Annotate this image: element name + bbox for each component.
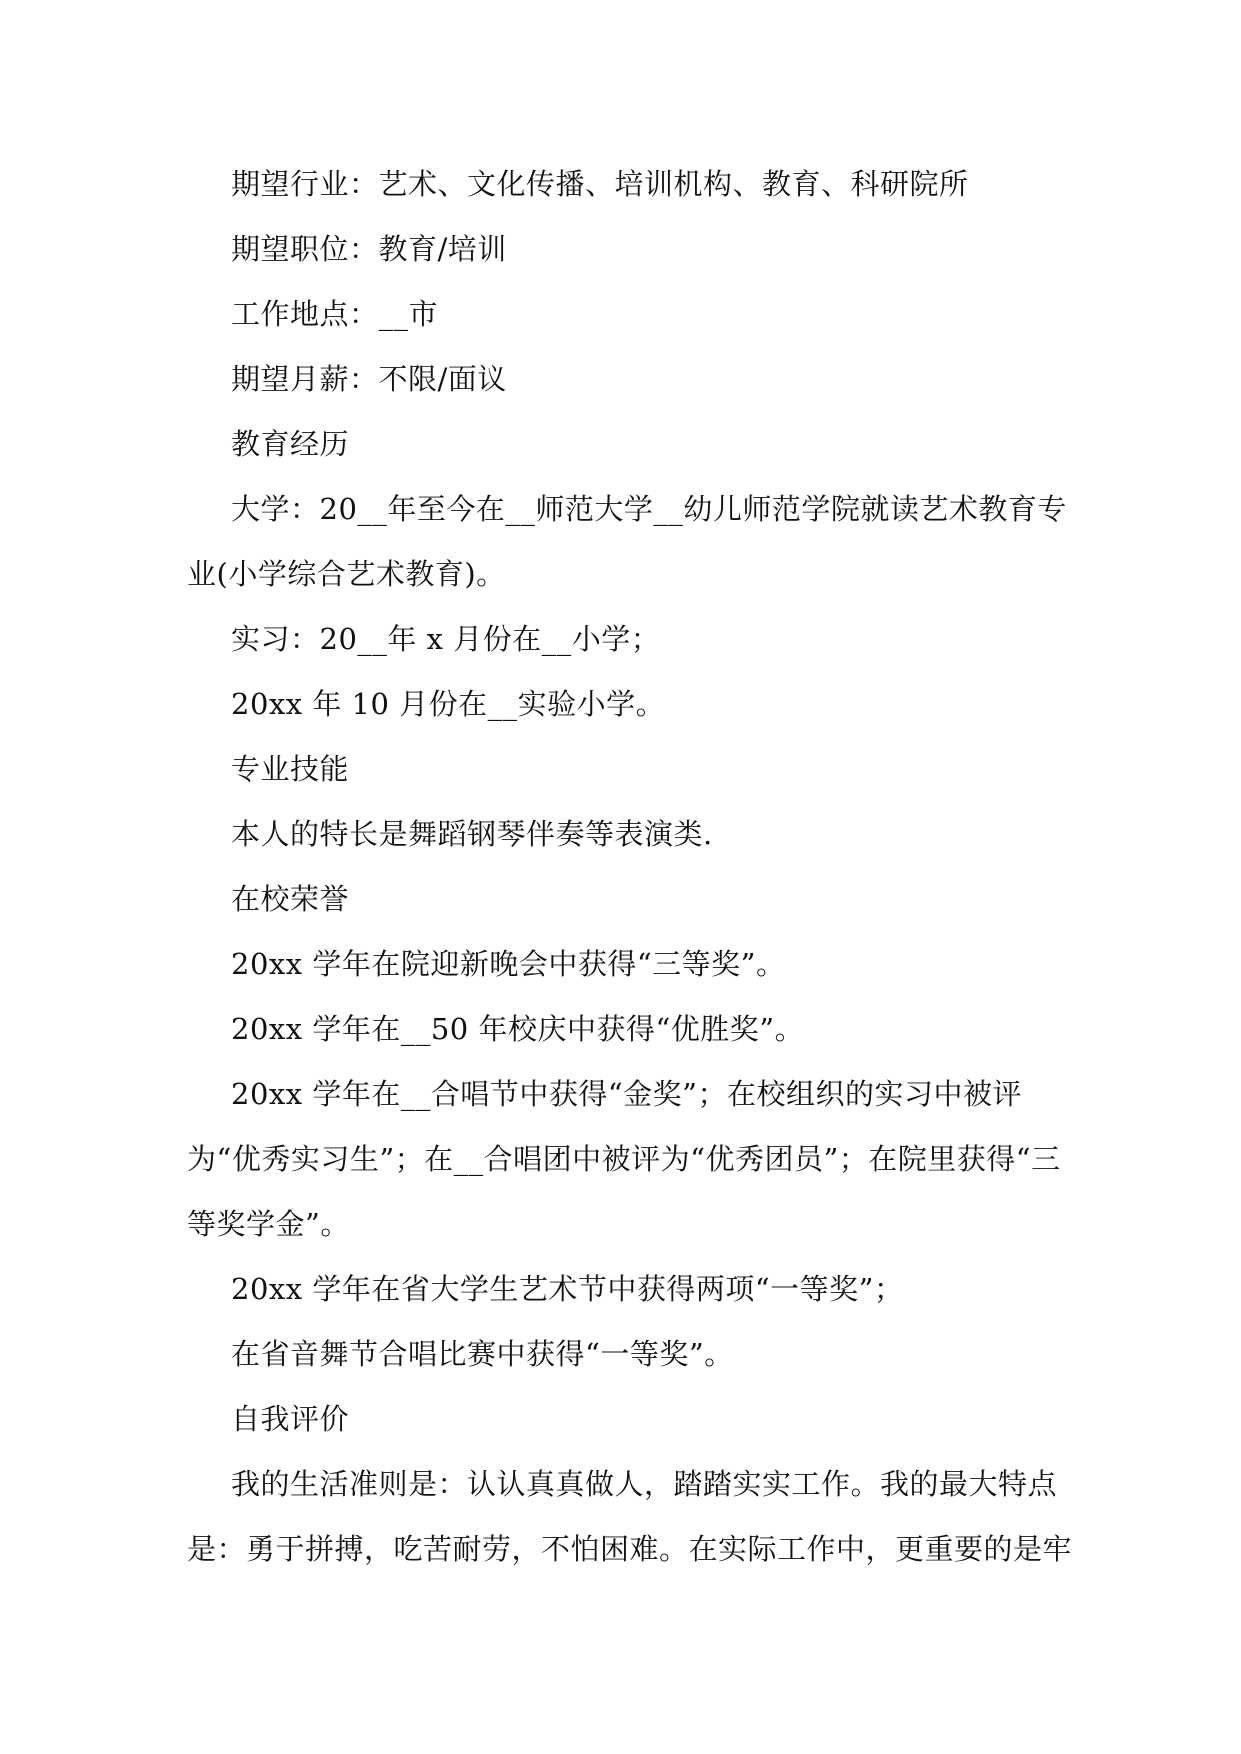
- education-internship-2: 20xx 年 10 月份在__实验小学。: [231, 687, 666, 721]
- self-evaluation-text: 我的生活准则是：认认真真做人，踏踏实实工作。我的最大特点是：勇于拼搏，吃苦耐劳，不怕困难。在实际工作中，更重要的是牢: [187, 1467, 1073, 1566]
- honor-item: 在省音舞节合唱比赛中获得“一等奖”。: [231, 1337, 734, 1371]
- honor-item: 20xx 学年在__合唱节中获得“金奖”；在校组织的实习中被评为“优秀实习生”；在__合唱团中被评为“优秀团员”；在院里获得“三等奖学金”。: [187, 1077, 1061, 1241]
- desired-industry: 期望行业：艺术、文化传播、培训机构、教育、科研院所: [231, 167, 969, 201]
- desired-salary: 期望月薪：不限/面议: [231, 362, 507, 396]
- section-heading-self-evaluation: 自我评价: [231, 1402, 350, 1436]
- education-internship-1: 实习：20__年 x 月份在__小学；: [231, 622, 661, 656]
- honor-item: 20xx 学年在__50 年校庆中获得“优胜奖”。: [231, 1012, 805, 1046]
- skills-text: 本人的特长是舞蹈钢琴伴奏等表演类.: [231, 817, 713, 851]
- work-location: 工作地点：__市: [231, 297, 439, 331]
- honor-item: 20xx 学年在省大学生艺术节中获得两项“一等奖”；: [231, 1272, 904, 1306]
- section-heading-skills: 专业技能: [231, 752, 350, 786]
- desired-position: 期望职位：教育/培训: [231, 232, 507, 266]
- honor-item: 20xx 学年在院迎新晚会中获得“三等奖”。: [231, 947, 786, 981]
- document-body: [187, 152, 1077, 1582]
- education-university: 大学：20__年至今在__师范大学__幼儿师范学院就读艺术教育专业(小学综合艺术教育)。: [187, 492, 1067, 591]
- section-heading-education: 教育经历: [231, 427, 350, 461]
- section-heading-honors: 在校荣誉: [231, 882, 350, 916]
